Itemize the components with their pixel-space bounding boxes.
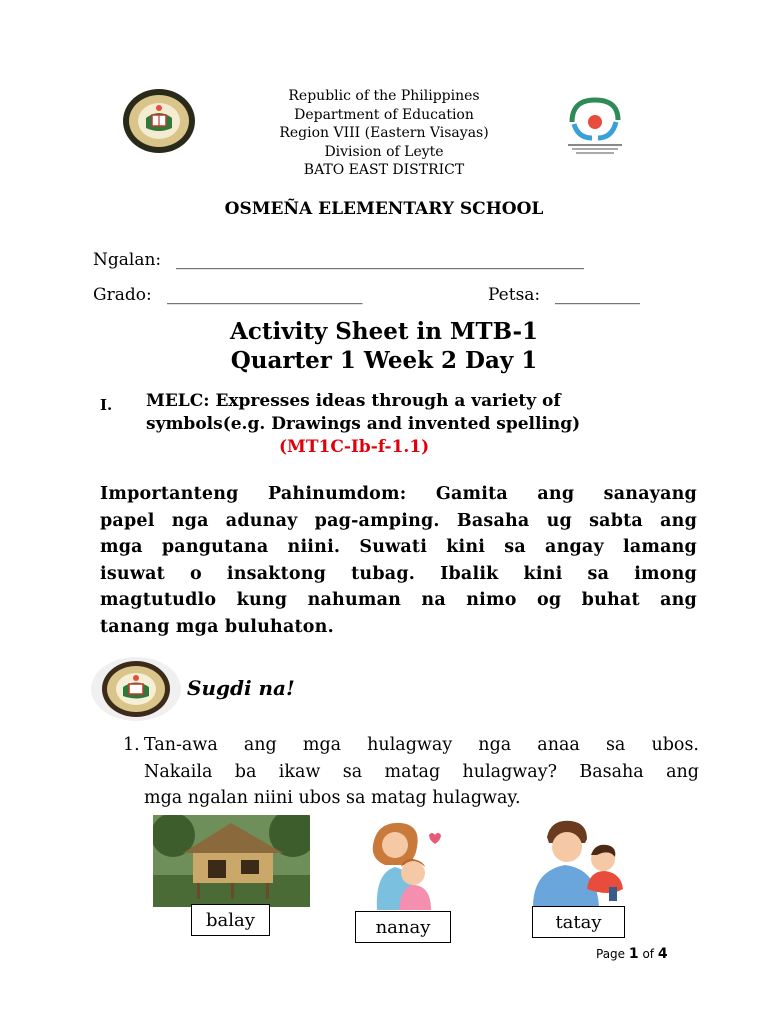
melc-code: (MT1C-Ib-f-1.1) <box>279 437 430 457</box>
page-indicator <box>596 946 668 962</box>
grado-field[interactable]: _______________________ <box>167 285 363 305</box>
page-prefix: Page <box>596 947 626 961</box>
petsa-label: Petsa: <box>488 285 541 305</box>
note-line: isuwat o insaktong tubag. Ibalik kini sa imong <box>100 563 697 584</box>
header-line-region: Region VIII (Eastern Visayas) <box>279 125 489 141</box>
note-line: mga pangutana niini. Suwati kini sa angay lamang <box>100 537 697 557</box>
note-line: Importanteng Pahinumdom: Gamita ang sanayang <box>100 484 697 504</box>
important-note <box>100 481 697 640</box>
header-line-department: Department of Education <box>294 106 474 123</box>
melc-line-2: symbols(e.g. Drawings and invented spelling) <box>146 414 581 434</box>
label-box-nanay: nanay <box>355 911 451 943</box>
activity-subtitle: Quarter 1 Week 2 Day 1 <box>230 347 538 374</box>
header-line-republic: Republic of the Philippines <box>288 88 480 104</box>
page-of: of <box>642 947 655 961</box>
note-line: tanang mga buluhaton. <box>100 616 334 637</box>
item-line: Tan-awa ang mga hulagway nga anaa sa ubos. <box>144 735 699 755</box>
note-line: magtutudlo kung nahuman na nimo og buhat ang <box>100 590 697 610</box>
ngalan-field[interactable]: ________________________________________________ <box>176 250 584 270</box>
grado-label: Grado: <box>93 285 152 305</box>
petsa-field[interactable]: __________ <box>555 285 640 305</box>
note-line: papel nga adunay pag-amping. Basaha ug sabta ang <box>100 510 697 531</box>
father-carrying-child-image <box>525 815 630 907</box>
header-line-division: Division of Leyte <box>324 143 444 160</box>
header-line-district: BATO EAST DISTRICT <box>303 162 465 178</box>
school-name: OSMEÑA ELEMENTARY SCHOOL <box>224 199 544 219</box>
section-seal-icon <box>90 656 182 722</box>
page-total: 4 <box>657 946 668 962</box>
mother-hugging-child-image <box>355 815 450 910</box>
melc-line-1: MELC: Expresses ideas through a variety of <box>146 391 561 411</box>
ngalan-label: Ngalan: <box>93 250 162 270</box>
item-number: 1. <box>123 735 140 755</box>
melc-numeral: I. <box>100 396 113 414</box>
section-heading: Sugdi na! <box>187 676 295 700</box>
item-line: Nakaila ba ikaw sa matag hulagway? Basaha ang <box>144 761 699 782</box>
nipa-hut-image <box>153 815 310 907</box>
item-1-text <box>144 732 699 812</box>
activity-title: Activity Sheet in MTB-1 <box>230 318 538 345</box>
item-line: mga ngalan niini ubos sa matag hulagway. <box>144 788 521 808</box>
label-box-balay: balay <box>191 904 270 936</box>
page-current: 1 <box>628 946 639 962</box>
label-box-tatay: tatay <box>532 906 625 938</box>
